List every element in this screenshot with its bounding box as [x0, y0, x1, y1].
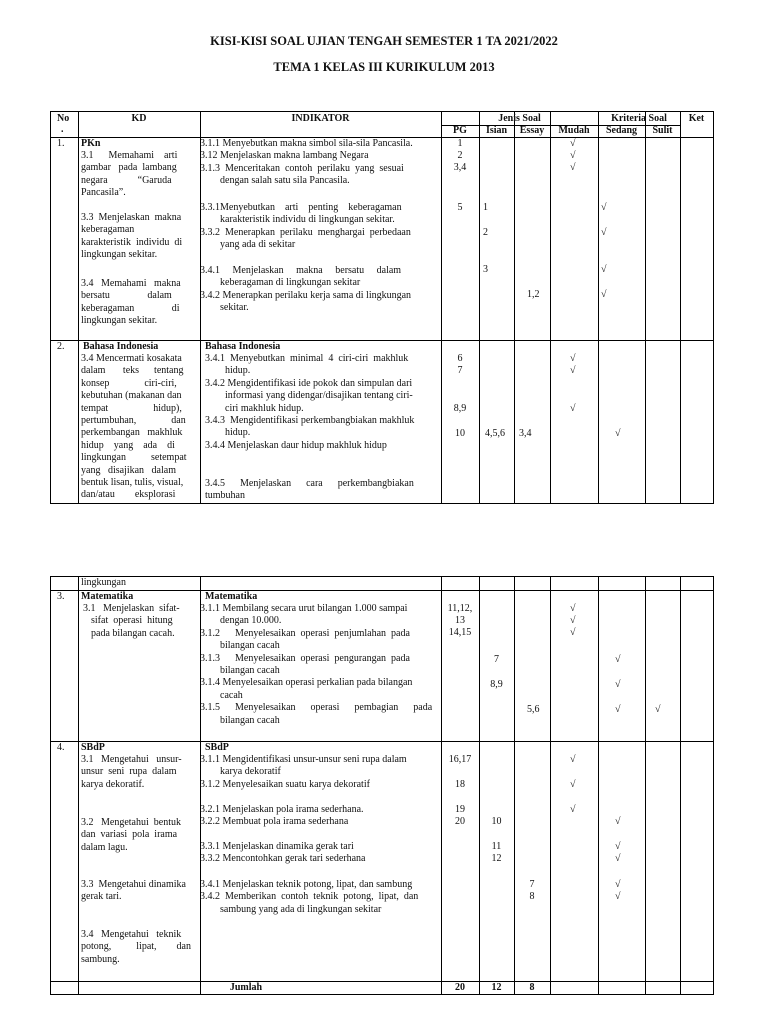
pg-value: 1 [457, 138, 463, 149]
check-sedang: √ [601, 227, 607, 238]
check-mudah: √ [570, 403, 576, 414]
kd-text: 3.4 Mengetahui teknik potong, lipat, dan sambung. [81, 929, 191, 965]
check-sedang: √ [615, 816, 621, 827]
check-mudah: √ [570, 627, 576, 638]
pg-value: 14,15 [448, 627, 472, 638]
total-label: Jumlah [229, 982, 263, 993]
row-number: 4. [57, 742, 65, 753]
indicator-text: 3.4.1 Menjelaskan makna bersatu dalam keberagaman di lingkungan sekitar 3.4.2 Menerapkan perilaku kerja sama di lingkungan sekitar. [200, 265, 412, 314]
pg-value: 5 [457, 202, 463, 213]
indicator-text: 3.4.1 Menyebutkan minimal 4 ciri-ciri makhluk hidup. 3.4.2 Mengidentifikasi ide pokok dan simpulan dari informasi yang didengar/disajikan tentang ciri- ciri makhluk hidup. 3.4.3 Mengidentifikasi perkembangbiakan makhluk hidup. 3.4.4 Menjelaskan daur hidup makhluk hidup [205, 353, 415, 451]
check-mudah: √ [570, 365, 576, 376]
row-number: 3. [57, 591, 65, 602]
header-kriteria-soal: Kriteria Soal [611, 113, 667, 124]
isian-value: 7 [494, 654, 499, 665]
header-mudah: Mudah [558, 125, 590, 136]
header-no: No [57, 113, 70, 124]
check-mudah: √ [570, 353, 576, 364]
pg-value: 2 [457, 150, 463, 161]
check-sedang: √ [615, 428, 621, 439]
check-mudah: √ [570, 603, 576, 614]
kd-text: 3.1 Menjelaskan sifat- sifat operasi hitung pada bilangan cacah. [83, 603, 180, 639]
total-pg: 20 [455, 982, 465, 993]
indicator-text: 3.4.5 Menjelaskan cara perkembangbiakan tumbuhan [205, 478, 414, 502]
header-sedang: Sedang [605, 125, 638, 136]
pg-value: 6 [457, 353, 463, 364]
indicator-text: 3.3.1Menyebutkan arti penting keberagaman karakteristik individu di lingkungan sekitar. 3.3.2 Menerapkan perilaku menghargai perbedaan yang ada di sekitar [200, 202, 411, 251]
grid-table-part-2 [50, 576, 714, 995]
subject-label: PKn [81, 138, 101, 149]
indicator-text: 3.3.1 Menjelaskan dinamika gerak tari 3.3.2 Mencontohkan gerak tari sederhana [200, 841, 366, 865]
subject-label: SBdP [81, 742, 105, 753]
check-sedang: √ [615, 654, 621, 665]
isian-value: 12 [491, 853, 502, 864]
pg-value: 7 [457, 365, 463, 376]
pg-value: 3,4 [453, 162, 467, 173]
check-sulit: √ [655, 704, 661, 715]
header-no-dot: . [61, 124, 64, 135]
check-sedang: √ [615, 704, 621, 715]
subject-label: SBdP [205, 742, 229, 753]
isian-value: 3 [483, 264, 488, 275]
total-essay: 8 [529, 982, 535, 993]
isian-value: 11 [491, 841, 502, 852]
subject-label: Matematika [205, 591, 258, 602]
grid-table-part-1 [50, 111, 714, 504]
header-jenis-soal: Jenis Soal [498, 113, 541, 124]
check-mudah: √ [570, 779, 576, 790]
document-title: KISI-KISI SOAL UJIAN TENGAH SEMESTER 1 TA 2021/2022 [210, 34, 558, 48]
check-sedang: √ [615, 879, 621, 890]
kd-text: 3.3 Mengetahui dinamika gerak tari. [81, 879, 186, 903]
indicator-text: 3.1.1 Membilang secara urut bilangan 1.000 sampai dengan 10.000. 3.1.2 Menyelesaikan operasi penjumlahan pada bilangan cacah 3.1.3 Menyelesaikan operasi pengurangan pada bilangan cacah 3.1.4 Menyelesaikan operasi perkalian pada bilangan cacah 3.1.5 Menyelesaikan operasi pembagian pada bilangan cacah [200, 603, 433, 726]
pg-value: 20 [455, 816, 465, 827]
kd-text: 3.2 Mengetahui bentuk dan variasi pola irama dalam lagu. [81, 817, 181, 853]
kd-text: 3.3 Menjelaskan makna keberagaman karakteristik individu di lingkungan sekitar. [81, 212, 183, 261]
essay-value: 7 [529, 879, 535, 890]
check-sedang: √ [615, 891, 621, 902]
header-indikator: INDIKATOR [291, 113, 350, 124]
indicator-text: 3.1.1 Menyebutkan makna simbol sila-sila Pancasila. 3.12 Menjelaskan makna lambang Negara 3.1.3 Menceritakan contoh perilaku yang sesuai dengan salah satu sila Pancasila. [200, 138, 413, 187]
kd-text: 3.4 Memahami makna bersatu dalam keberagaman di lingkungan sekitar. [81, 278, 181, 327]
check-mudah: √ [570, 162, 576, 173]
isian-value: 10 [491, 816, 502, 827]
document-subtitle: TEMA 1 KELAS III KURIKULUM 2013 [273, 60, 495, 74]
header-ket: Ket [688, 113, 705, 124]
check-sedang: √ [615, 853, 621, 864]
subject-label: Bahasa Indonesia [205, 341, 281, 352]
check-sedang: √ [615, 679, 621, 690]
header-kd: KD [131, 113, 147, 124]
pg-value: 19 [455, 804, 465, 815]
check-mudah: √ [570, 615, 576, 626]
pg-value: 8,9 [453, 403, 467, 414]
indicator-text: 3.1.1 Mengidentifikasi unsur-unsur seni rupa dalam karya dekoratif 3.1.2 Menyelesaikan suatu karya dekoratif [200, 754, 407, 790]
indicator-text: 3.2.1 Menjelaskan pola irama sederhana. 3.2.2 Membuat pola irama sederhana [200, 804, 364, 828]
header-pg: PG [453, 125, 467, 136]
pg-value: 16,17 [448, 754, 472, 765]
check-sedang: √ [601, 202, 607, 213]
kd-text: lingkungan [81, 577, 126, 588]
check-mudah: √ [570, 804, 576, 815]
pg-value: 11,12, [447, 603, 473, 614]
pg-value: 13 [455, 615, 465, 626]
kd-text: 3.1 Memahami arti gambar pada lambang negara “Garuda Pancasila”. [81, 150, 178, 199]
isian-value: 4,5,6 [485, 428, 505, 439]
pg-value: 18 [455, 779, 465, 790]
essay-value: 5,6 [527, 704, 540, 715]
check-mudah: √ [570, 138, 576, 149]
indicator-text: 3.4.1 Menjelaskan teknik potong, lipat, dan sambung 3.4.2 Memberikan contoh teknik potong, lipat, dan sambung yang ada di lingkungan sekitar [200, 879, 419, 915]
subject-label: Matematika [81, 591, 134, 602]
check-mudah: √ [570, 150, 576, 161]
essay-value: 3,4 [519, 428, 532, 439]
total-isian: 12 [491, 982, 502, 993]
row-number: 1. [57, 138, 65, 149]
check-mudah: √ [570, 754, 576, 765]
row-number: 2. [57, 341, 65, 352]
isian-value: 2 [483, 227, 488, 238]
check-sedang: √ [615, 841, 621, 852]
header-sulit: Sulit [652, 125, 673, 136]
isian-value: 1 [483, 202, 488, 213]
kd-text: 3.1 Mengetahui unsur- unsur seni rupa dalam karya dekoratif. [81, 754, 182, 790]
check-sedang: √ [601, 289, 607, 300]
kd-text: 3.4 Mencermati kosakata dalam teks tentang konsep ciri-ciri, kebutuhan (makanan dan tempat hidup), pertumbuhan, dan perkembangan makhluk hidup yang ada di lingkungan setempat yang disajikan dalam bentuk lisan, tulis, visual, dan/atau eksplorasi [81, 353, 187, 501]
isian-value: 8,9 [490, 679, 503, 690]
essay-value: 8 [529, 891, 535, 902]
header-essay: Essay [519, 125, 545, 136]
subject-label: Bahasa Indonesia [83, 341, 159, 352]
check-sedang: √ [601, 264, 607, 275]
pg-value: 10 [455, 428, 465, 439]
header-isian: Isian [485, 125, 508, 136]
essay-value: 1,2 [527, 289, 540, 300]
